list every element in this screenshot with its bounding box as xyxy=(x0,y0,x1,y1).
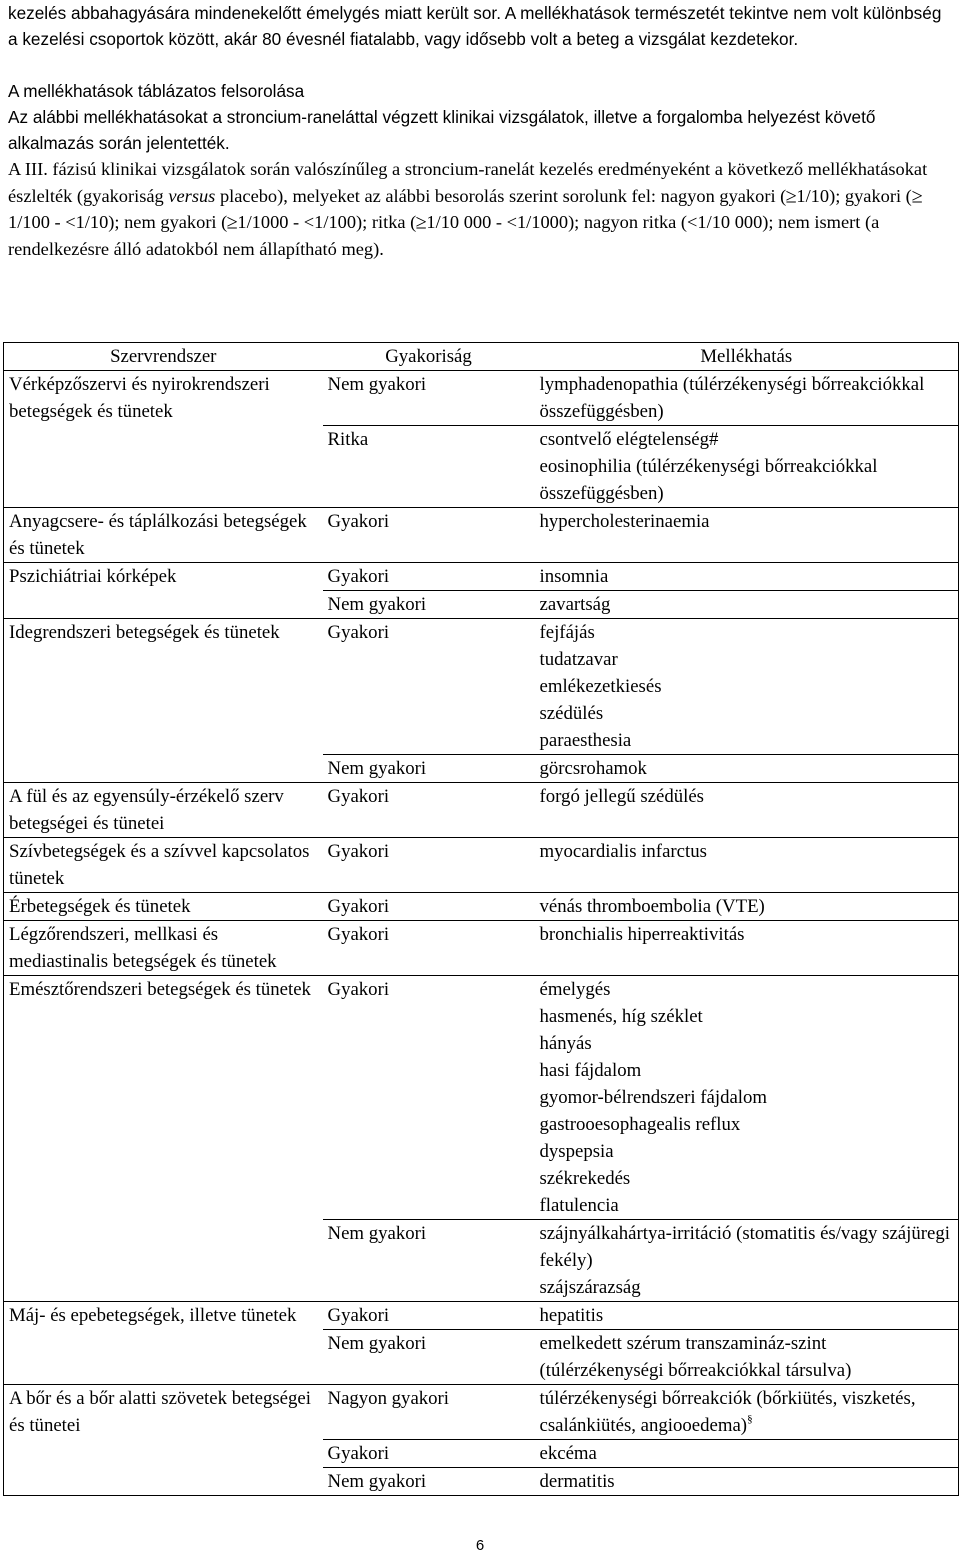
frequency-cell: Gyakori xyxy=(323,838,535,893)
organ-cell: Emésztőrendszeri betegségek és tünetek xyxy=(4,976,323,1302)
frequency-cell: Gyakori xyxy=(323,921,535,976)
table-row xyxy=(4,1385,959,1440)
organ-cell: Anyagcsere- és táplálkozási betegségek és tünetek xyxy=(4,508,323,563)
table-header-row xyxy=(4,343,959,371)
effect-item: zavartság xyxy=(539,594,611,615)
frequency-cell: Nem gyakori xyxy=(323,371,535,426)
table-body xyxy=(4,371,959,1496)
frequency-cell: Gyakori xyxy=(323,1302,535,1330)
organ-cell: Érbetegségek és tünetek xyxy=(4,893,323,921)
organ-cell: Légzőrendszeri, mellkasi és mediastinalis betegségek és tünetek xyxy=(4,921,323,976)
frequency-cell: Nem gyakori xyxy=(323,591,535,619)
effect-cell xyxy=(535,976,959,1220)
effect-item: emlékezetkiesés xyxy=(539,676,662,697)
effect-item: insomnia xyxy=(539,566,609,587)
effect-item: lymphadenopathia (túlérzékenységi bőrreakciókkal összefüggésben) xyxy=(539,374,925,422)
frequency-cell: Gyakori xyxy=(323,1440,535,1468)
frequency-cell: Nem gyakori xyxy=(323,755,535,783)
effect-cell xyxy=(535,508,959,563)
header-effect: Mellékhatás xyxy=(535,343,959,371)
effect-cell xyxy=(535,371,959,426)
effect-item: gyomor-bélrendszeri fájdalom xyxy=(539,1087,768,1108)
organ-cell: A bőr és a bőr alatti szövetek betegségei és tünetei xyxy=(4,1385,323,1496)
effect-item: fejfájás xyxy=(539,622,595,643)
effect-item: görcsrohamok xyxy=(539,758,647,779)
organ-cell: Vérképzőszervi és nyirokrendszeri betegségek és tünetek xyxy=(4,371,323,508)
frequency-cell: Gyakori xyxy=(323,976,535,1220)
effect-item: myocardialis infarctus xyxy=(539,841,707,862)
effect-cell xyxy=(535,591,959,619)
effect-cell xyxy=(535,783,959,838)
frequency-cell: Nagyon gyakori xyxy=(323,1385,535,1440)
adverse-effects-table xyxy=(3,342,959,1496)
effect-cell xyxy=(535,1385,959,1440)
effect-item: emelkedett szérum transzamináz-szint (túlérzékenységi bőrreakciókkal társulva) xyxy=(539,1333,852,1381)
effect-item: hányás xyxy=(539,1033,592,1054)
frequency-cell: Gyakori xyxy=(323,783,535,838)
effect-item: émelygés xyxy=(539,979,611,1000)
effect-item: hasmenés, híg széklet xyxy=(539,1006,703,1027)
table-row xyxy=(4,508,959,563)
frequency-cell: Gyakori xyxy=(323,563,535,591)
table-row xyxy=(4,1302,959,1330)
frequency-cell: Nem gyakori xyxy=(323,1220,535,1302)
frequency-cell: Gyakori xyxy=(323,508,535,563)
table-row xyxy=(4,921,959,976)
effect-cell xyxy=(535,755,959,783)
effect-item: szájszárazság xyxy=(539,1277,641,1298)
effect-item: forgó jellegű szédülés xyxy=(539,786,704,807)
effect-item: gastrooesophagealis reflux xyxy=(539,1114,741,1135)
effect-item: vénás thromboembolia (VTE) xyxy=(539,896,765,917)
frequency-cell: Ritka xyxy=(323,426,535,508)
intro-paragraph-2: Az alábbi mellékhatásokat a stroncium-raneláttal végzett klinikai vizsgálatok, illetve a forgalomba helyezést követő alkalmazás során jelentették. xyxy=(8,107,876,153)
effect-item: dermatitis xyxy=(539,1471,615,1492)
table-row xyxy=(4,619,959,755)
effect-cell xyxy=(535,893,959,921)
effect-cell xyxy=(535,619,959,755)
effect-item: ekcéma xyxy=(539,1443,597,1464)
effect-item: szájnyálkahártya-irritáció (stomatitis és/vagy szájüregi fekély) xyxy=(539,1223,950,1271)
organ-cell: Pszichiátriai kórképek xyxy=(4,563,323,619)
intro-paragraph-1: kezelés abbahagyására mindenekelőtt émelygés miatt került sor. A mellékhatások természetét tekintve nem volt különbség a kezelési csoportok között, akár 80 évesnél fiatalabb, vagy idősebb volt a beteg a vizsgálat kezdetekor. xyxy=(8,3,942,49)
effect-item: bronchialis hiperreaktivitás xyxy=(539,924,745,945)
effect-cell xyxy=(535,563,959,591)
table-row xyxy=(4,563,959,591)
organ-cell: Szívbetegségek és a szívvel kapcsolatos tünetek xyxy=(4,838,323,893)
effect-item: flatulencia xyxy=(539,1195,619,1216)
organ-cell: A fül és az egyensúly-érzékelő szerv betegségei és tünetei xyxy=(4,783,323,838)
effect-cell xyxy=(535,1440,959,1468)
effect-item: csontvelő elégtelenség# xyxy=(539,429,719,450)
effect-item: hypercholesterinaemia xyxy=(539,511,710,532)
organ-cell: Idegrendszeri betegségek és tünetek xyxy=(4,619,323,783)
effect-item: tudatzavar xyxy=(539,649,618,670)
page-number: 6 xyxy=(475,1537,485,1554)
effect-cell xyxy=(535,921,959,976)
intro-paragraph-3: A III. fázisú klinikai vizsgálatok során valószínűleg a stroncium-ranelát kezelés eredményeként a következő mellékhatásokat észlelték (gyakoriság versus placebo), melyeket az alábbi besorolás szerint sorolunk fel: nagyon gyakori (≥1/10); gyakori (≥1/100 - <1/10); nem gyakori (≥1/1000 - <1/100); ritka (≥1/10 000 - <1/1000); nagyon ritka (<1/10 000); nem ismert (a rendelkezésre álló adatokból nem állapítható meg). xyxy=(8,159,928,259)
table-row xyxy=(4,838,959,893)
versus-italic: versus xyxy=(168,185,216,206)
effect-cell xyxy=(535,426,959,508)
organ-cell: Máj- és epebetegségek, illetve tünetek xyxy=(4,1302,323,1385)
header-frequency: Gyakoriság xyxy=(323,343,535,371)
effect-cell xyxy=(535,1468,959,1496)
frequency-cell: Gyakori xyxy=(323,619,535,755)
effect-cell xyxy=(535,838,959,893)
table-row xyxy=(4,976,959,1220)
frequency-cell: Nem gyakori xyxy=(323,1468,535,1496)
effect-cell xyxy=(535,1330,959,1385)
effect-item: hepatitis xyxy=(539,1305,604,1326)
section-heading: A mellékhatások táblázatos felsorolása xyxy=(8,81,305,101)
effect-cell xyxy=(535,1302,959,1330)
effect-item: dyspepsia xyxy=(539,1141,614,1162)
effect-item: paraesthesia xyxy=(539,730,632,751)
effect-item: hasi fájdalom xyxy=(539,1060,642,1081)
intro-text xyxy=(8,0,952,262)
effect-item: túlérzékenységi bőrreakciók (bőrkiütés, viszketés, csalánkiütés, angiooedema)§ xyxy=(539,1388,916,1436)
frequency-cell: Nem gyakori xyxy=(323,1330,535,1385)
table-row xyxy=(4,783,959,838)
effect-item: székrekedés xyxy=(539,1168,631,1189)
effect-cell xyxy=(535,1220,959,1302)
table-row xyxy=(4,893,959,921)
frequency-cell: Gyakori xyxy=(323,893,535,921)
effect-item: szédülés xyxy=(539,703,604,724)
table-row xyxy=(4,371,959,426)
footnote-mark: § xyxy=(747,1413,753,1425)
effect-item: eosinophilia (túlérzékenységi bőrreakciókkal összefüggésben) xyxy=(539,456,878,504)
header-organ: Szervrendszer xyxy=(4,343,323,371)
